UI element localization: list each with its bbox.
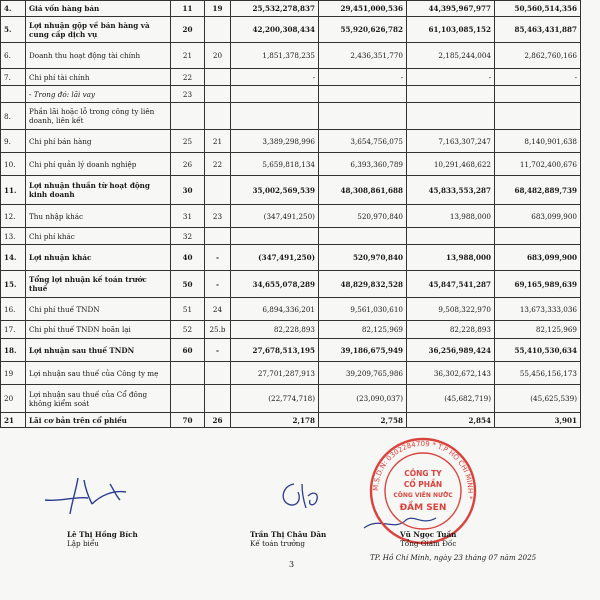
svg-text:M.S.D.N: 0302284709 * T.P HỒ C: M.S.D.N: 0302284709 * T.P HỒ CHÍ MINH * <box>371 439 475 500</box>
row-code: 21 <box>171 43 205 69</box>
row-label: Lợi nhuận khác <box>26 245 171 271</box>
value-cell: 6,393,360,789 <box>319 153 407 176</box>
table-row <box>1 385 581 413</box>
preparer-signature <box>40 470 150 520</box>
accountant-signature <box>274 478 334 518</box>
value-cell: - <box>319 69 407 86</box>
table-row <box>1 17 581 43</box>
row-note: 22 <box>205 153 231 176</box>
svg-text:CÔNG TY: CÔNG TY <box>404 469 442 478</box>
value-cell: 520,970,840 <box>319 205 407 228</box>
value-cell: 683,099,900 <box>495 205 581 228</box>
row-label: Lợi nhuận sau thuế TNDN <box>26 339 171 362</box>
row-label: Chi phí quản lý doanh nghiệp <box>26 153 171 176</box>
row-index: 11. <box>1 176 26 205</box>
row-label: Giá vốn hàng bán <box>26 1 171 17</box>
value-cell: (347,491,250) <box>231 245 319 271</box>
value-cell: 3,654,756,075 <box>319 130 407 153</box>
row-code: 52 <box>171 321 205 339</box>
row-index: 6. <box>1 43 26 69</box>
svg-text:CỔ PHẦN: CỔ PHẦN <box>403 480 443 489</box>
table-row <box>1 103 581 130</box>
svg-text:ĐẦM SEN: ĐẦM SEN <box>399 503 447 513</box>
value-cell: 55,456,156,173 <box>495 362 581 385</box>
row-label: Chi phí khác <box>26 228 171 245</box>
row-code: 51 <box>171 298 205 321</box>
value-cell: 45,847,541,287 <box>407 271 495 298</box>
value-cell <box>319 103 407 130</box>
table-row <box>1 205 581 228</box>
svg-text:CÔNG VIÊN NƯỚC: CÔNG VIÊN NƯỚC <box>393 492 453 499</box>
value-cell: - <box>407 69 495 86</box>
value-cell: 683,099,900 <box>495 245 581 271</box>
row-index: 12. <box>1 205 26 228</box>
row-note: 20 <box>205 43 231 69</box>
row-label: Tổng lợi nhuận kế toán trước thuế <box>26 271 171 298</box>
row-note: - <box>205 245 231 271</box>
value-cell: 69,165,989,639 <box>495 271 581 298</box>
value-cell: 2,436,351,770 <box>319 43 407 69</box>
row-note: - <box>205 271 231 298</box>
table-row <box>1 1 581 17</box>
value-cell <box>407 103 495 130</box>
row-index: 18. <box>1 339 26 362</box>
row-code: 32 <box>171 228 205 245</box>
table-row <box>1 298 581 321</box>
accountant-role: Kế toán trưởng <box>250 539 306 548</box>
value-cell: 7,163,307,247 <box>407 130 495 153</box>
row-label: Chi phí bán hàng <box>26 130 171 153</box>
row-label: - Trong đó: lãi vay <box>26 86 171 103</box>
page-number: 3 <box>289 560 295 569</box>
row-label: Chi phí thuế TNDN <box>26 298 171 321</box>
row-note <box>205 176 231 205</box>
value-cell: 50,560,514,356 <box>495 1 581 17</box>
row-code: 50 <box>171 271 205 298</box>
row-code: 30 <box>171 176 205 205</box>
value-cell: 520,970,840 <box>319 245 407 271</box>
value-cell: 2,854 <box>407 413 495 428</box>
row-label: Lợi nhuận gộp về bán hàng và cung cấp dịch vụ <box>26 17 171 43</box>
row-index: 4. <box>1 1 26 17</box>
value-cell <box>495 103 581 130</box>
row-label: Chi phí thuế TNDN hoãn lại <box>26 321 171 339</box>
value-cell: 5,659,818,134 <box>231 153 319 176</box>
row-note <box>205 17 231 43</box>
row-label: Doanh thu hoạt động tài chính <box>26 43 171 69</box>
value-cell: 11,702,400,676 <box>495 153 581 176</box>
row-index: 16. <box>1 298 26 321</box>
place-date: TP. Hồ Chí Minh, ngày 23 tháng 07 năm 2025 <box>370 553 537 562</box>
row-index: 21 <box>1 413 26 428</box>
value-cell: (23,090,037) <box>319 385 407 413</box>
row-note: 25.b <box>205 321 231 339</box>
row-note: 26 <box>205 413 231 428</box>
row-note: 21 <box>205 130 231 153</box>
value-cell: 68,482,889,739 <box>495 176 581 205</box>
table-row <box>1 339 581 362</box>
row-index: 14. <box>1 245 26 271</box>
row-note: - <box>205 339 231 362</box>
value-cell: 48,829,832,528 <box>319 271 407 298</box>
preparer-block <box>67 530 138 548</box>
table-row <box>1 69 581 86</box>
director-block <box>400 530 456 548</box>
accountant-name: Trần Thị Châu Dân <box>250 530 327 539</box>
preparer-role: Lập biểu <box>67 539 99 548</box>
row-note <box>205 69 231 86</box>
value-cell: 36,256,989,424 <box>407 339 495 362</box>
table-row <box>1 86 581 103</box>
row-index: 13. <box>1 228 26 245</box>
value-cell: 8,140,901,638 <box>495 130 581 153</box>
row-label: Lợi nhuận sau thuế của Cổ đông không kiểm soát <box>26 385 171 413</box>
value-cell: 9,508,322,970 <box>407 298 495 321</box>
table-row <box>1 413 581 428</box>
value-cell <box>495 86 581 103</box>
value-cell <box>231 103 319 130</box>
value-cell: 82,228,893 <box>407 321 495 339</box>
value-cell: 2,185,244,004 <box>407 43 495 69</box>
row-code: 31 <box>171 205 205 228</box>
value-cell: 2,758 <box>319 413 407 428</box>
table-row <box>1 43 581 69</box>
value-cell <box>407 86 495 103</box>
value-cell <box>231 228 319 245</box>
value-cell: 82,125,969 <box>495 321 581 339</box>
row-code <box>171 362 205 385</box>
value-cell <box>495 228 581 245</box>
value-cell: 55,920,626,782 <box>319 17 407 43</box>
value-cell: 25,532,278,837 <box>231 1 319 17</box>
value-cell: 27,678,513,195 <box>231 339 319 362</box>
row-note <box>205 103 231 130</box>
value-cell: 13,988,000 <box>407 245 495 271</box>
value-cell: (45,625,539) <box>495 385 581 413</box>
row-code <box>171 103 205 130</box>
row-index: 15. <box>1 271 26 298</box>
row-index <box>1 86 26 103</box>
value-cell: 1,851,378,235 <box>231 43 319 69</box>
value-cell <box>319 228 407 245</box>
value-cell: 48,308,861,688 <box>319 176 407 205</box>
value-cell: 39,209,765,986 <box>319 362 407 385</box>
value-cell: 3,901 <box>495 413 581 428</box>
value-cell: (347,491,250) <box>231 205 319 228</box>
value-cell: 55,410,530,634 <box>495 339 581 362</box>
value-cell: 13,988,000 <box>407 205 495 228</box>
director-name: Vũ Ngọc Tuấn <box>400 530 457 539</box>
row-code: 70 <box>171 413 205 428</box>
table-row <box>1 321 581 339</box>
value-cell: 82,228,893 <box>231 321 319 339</box>
row-note <box>205 86 231 103</box>
row-code: 40 <box>171 245 205 271</box>
table-row <box>1 228 581 245</box>
value-cell: 10,291,468,622 <box>407 153 495 176</box>
value-cell: 85,463,431,887 <box>495 17 581 43</box>
row-index: 5. <box>1 17 26 43</box>
value-cell: 29,451,000,536 <box>319 1 407 17</box>
row-index: 10. <box>1 153 26 176</box>
row-code <box>171 385 205 413</box>
value-cell: 35,002,569,539 <box>231 176 319 205</box>
value-cell: 45,833,553,287 <box>407 176 495 205</box>
row-index: 20 <box>1 385 26 413</box>
value-cell: 3,389,298,996 <box>231 130 319 153</box>
value-cell: 13,673,333,036 <box>495 298 581 321</box>
row-note: 24 <box>205 298 231 321</box>
value-cell <box>231 86 319 103</box>
row-label: Thu nhập khác <box>26 205 171 228</box>
table-row <box>1 245 581 271</box>
row-index: 19 <box>1 362 26 385</box>
row-note <box>205 385 231 413</box>
table-row <box>1 130 581 153</box>
value-cell: 42,200,308,434 <box>231 17 319 43</box>
value-cell: - <box>495 69 581 86</box>
row-label: Lợi nhuận thuần từ hoạt động kinh doanh <box>26 176 171 205</box>
value-cell: 61,103,085,152 <box>407 17 495 43</box>
value-cell: 82,125,969 <box>319 321 407 339</box>
row-code: 60 <box>171 339 205 362</box>
value-cell: (22,774,718) <box>231 385 319 413</box>
row-code: 25 <box>171 130 205 153</box>
row-note: 23 <box>205 205 231 228</box>
value-cell: 9,561,030,610 <box>319 298 407 321</box>
accountant-block <box>250 530 326 548</box>
value-cell: 39,186,675,949 <box>319 339 407 362</box>
table-row <box>1 271 581 298</box>
value-cell: 27,701,287,913 <box>231 362 319 385</box>
value-cell: 2,178 <box>231 413 319 428</box>
value-cell: 44,395,967,977 <box>407 1 495 17</box>
value-cell: 2,862,760,166 <box>495 43 581 69</box>
table-row <box>1 153 581 176</box>
row-note <box>205 228 231 245</box>
value-cell: 6,894,336,201 <box>231 298 319 321</box>
row-code: 22 <box>171 69 205 86</box>
row-code: 20 <box>171 17 205 43</box>
row-label: Chi phí tài chính <box>26 69 171 86</box>
value-cell <box>319 86 407 103</box>
row-index: 8. <box>1 103 26 130</box>
value-cell: 36,302,672,143 <box>407 362 495 385</box>
value-cell: (45,682,719) <box>407 385 495 413</box>
row-label: Lãi cơ bản trên cổ phiếu <box>26 413 171 428</box>
row-label: Lợi nhuận sau thuế của Công ty mẹ <box>26 362 171 385</box>
row-code: 26 <box>171 153 205 176</box>
row-label: Phần lãi hoặc lỗ trong công ty liên doanh, liên kết <box>26 103 171 130</box>
table-row <box>1 176 581 205</box>
director-role: Tổng Giám Đốc <box>400 539 457 548</box>
value-cell: - <box>231 69 319 86</box>
row-index: 7. <box>1 69 26 86</box>
row-index: 17. <box>1 321 26 339</box>
row-index: 9. <box>1 130 26 153</box>
row-code: 23 <box>171 86 205 103</box>
row-note <box>205 362 231 385</box>
table-row <box>1 362 581 385</box>
value-cell: 34,655,078,289 <box>231 271 319 298</box>
row-note: 19 <box>205 1 231 17</box>
preparer-name: Lê Thị Hồng Bích <box>67 530 138 539</box>
row-code: 11 <box>171 1 205 17</box>
value-cell <box>407 228 495 245</box>
